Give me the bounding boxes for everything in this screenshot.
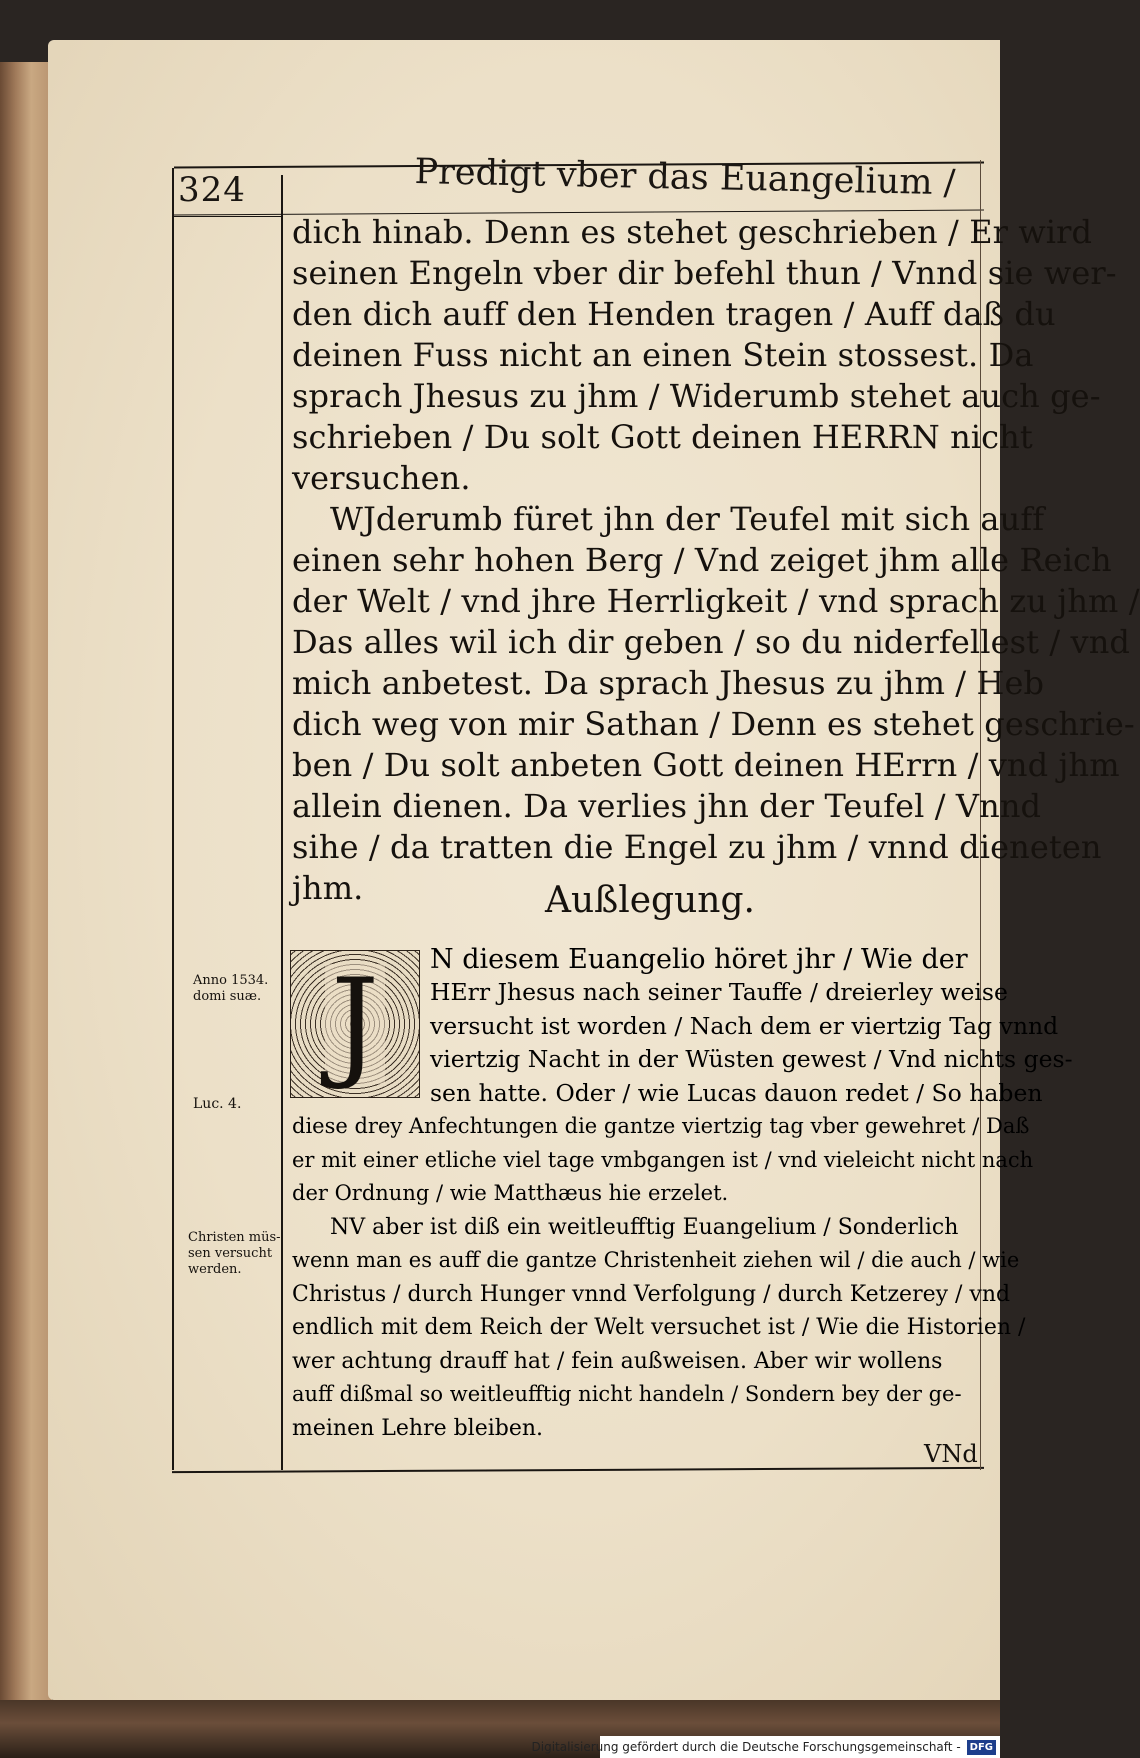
text-line: er mit einer etliche viel tage vmbgangen ist / vnd vieleicht nicht nach xyxy=(292,1147,1034,1172)
text-line: N diesem Euangelio höret jhr / Wie der xyxy=(430,944,968,975)
catchword: VNd xyxy=(924,1440,978,1468)
text-line: auff dißmal so weitleufftig nicht handeln / Sondern bey der ge- xyxy=(292,1382,962,1406)
text-line: der Ordnung / wie Matthæus hie erzelet. xyxy=(292,1181,729,1205)
exposition-text xyxy=(292,944,1073,1445)
margin-rule-inner xyxy=(281,175,283,1470)
text-line: NV aber ist diß ein weitleufftig Euangelium / Sonderlich xyxy=(330,1214,959,1240)
section-heading: Außlegung. xyxy=(545,880,755,921)
text-line: jhm. xyxy=(292,869,364,907)
running-head: Predigt vber das Euangelium / xyxy=(414,152,956,204)
margin-box-rule xyxy=(174,216,281,217)
dfg-logo: DFG xyxy=(967,1740,996,1755)
text-line: seinen Engeln vber dir befehl thun / Vnnd sie wer- xyxy=(292,254,1117,292)
text-line: den dich auff den Henden tragen / Auff daß du xyxy=(292,295,1056,333)
scripture-text xyxy=(292,212,1140,909)
digitization-footer xyxy=(531,1736,1000,1758)
text-line: endlich mit dem Reich der Welt versuchet ist / Wie die Historien / xyxy=(292,1315,1026,1340)
text-line: dich weg von mir Sathan / Denn es stehet geschrie- xyxy=(292,705,1135,743)
initial-letter: J xyxy=(325,964,385,1084)
text-line: versucht ist worden / Nach dem er viertzig Tag vnnd xyxy=(430,1011,1059,1040)
text-line: versuchen. xyxy=(292,459,471,497)
text-line: der Welt / vnd jhre Herrligkeit / vnd sprach zu jhm / xyxy=(292,582,1140,620)
text-line: ben / Du solt anbeten Gott deinen HErrn / vnd jhm xyxy=(292,746,1120,784)
text-line: wer achtung drauff hat / fein außweisen. Aber wir wollens xyxy=(292,1348,943,1374)
text-line: diese drey Anfechtungen die gantze viertzig tag vber gewehret / Daß xyxy=(292,1114,1030,1138)
text-line: HErr Jhesus nach seiner Tauffe / dreierley weise xyxy=(430,978,1008,1006)
margin-note-christen xyxy=(188,1230,281,1278)
margin-note-luc: Luc. 4. xyxy=(193,1096,242,1112)
margin-note-line: Christen müs- xyxy=(188,1230,281,1245)
text-line: mich anbetest. Da sprach Jhesus zu jhm / Heb xyxy=(292,664,1045,702)
book-page-edge xyxy=(0,62,52,1712)
text-line: viertzig Nacht in der Wüsten gewest / Vnd nichts ges- xyxy=(430,1045,1073,1073)
text-line: sen hatte. Oder / wie Lucas dauon redet / So haben xyxy=(430,1078,1043,1107)
text-line: wenn man es auff die gantze Christenheit ziehen wil / die auch / wie xyxy=(292,1248,1020,1272)
margin-note-anno xyxy=(193,973,268,1005)
text-line: allein dienen. Da verlies jhn der Teufel / Vnnd xyxy=(292,787,1042,825)
margin-note-line: sen versucht xyxy=(188,1246,273,1261)
text-line: WJderumb füret jhn der Teufel mit sich auff xyxy=(330,500,1045,538)
text-line: sprach Jhesus zu jhm / Widerumb stehet auch ge- xyxy=(292,377,1101,415)
margin-note-line: werden. xyxy=(188,1262,242,1277)
page-number: 324 xyxy=(178,170,246,210)
text-line: meinen Lehre bleiben. xyxy=(292,1415,544,1441)
margin-rule-outer xyxy=(172,168,174,1470)
text-line: Das alles wil ich dir geben / so du niderfellest / vnd xyxy=(292,623,1130,661)
margin-note-line: Anno 1534. xyxy=(193,973,269,988)
text-line: dich hinab. Denn es stehet geschrieben / Er wird xyxy=(292,213,1093,251)
text-line: deinen Fuss nicht an einen Stein stossest. Da xyxy=(292,336,1034,374)
footer-credit: Digitalisierung gefördert durch die Deutsche Forschungsgemeinschaft - xyxy=(531,1740,961,1754)
text-line: schrieben / Du solt Gott deinen HERRN nicht xyxy=(292,418,1033,456)
margin-note-line: domi suæ. xyxy=(193,989,262,1004)
text-line: Christus / durch Hunger vnnd Verfolgung / durch Ketzerey / vnd xyxy=(292,1281,1011,1307)
text-line: einen sehr hohen Berg / Vnd zeiget jhm alle Reich xyxy=(292,541,1112,579)
text-line: sihe / da tratten die Engel zu jhm / vnnd dieneten xyxy=(292,828,1102,866)
